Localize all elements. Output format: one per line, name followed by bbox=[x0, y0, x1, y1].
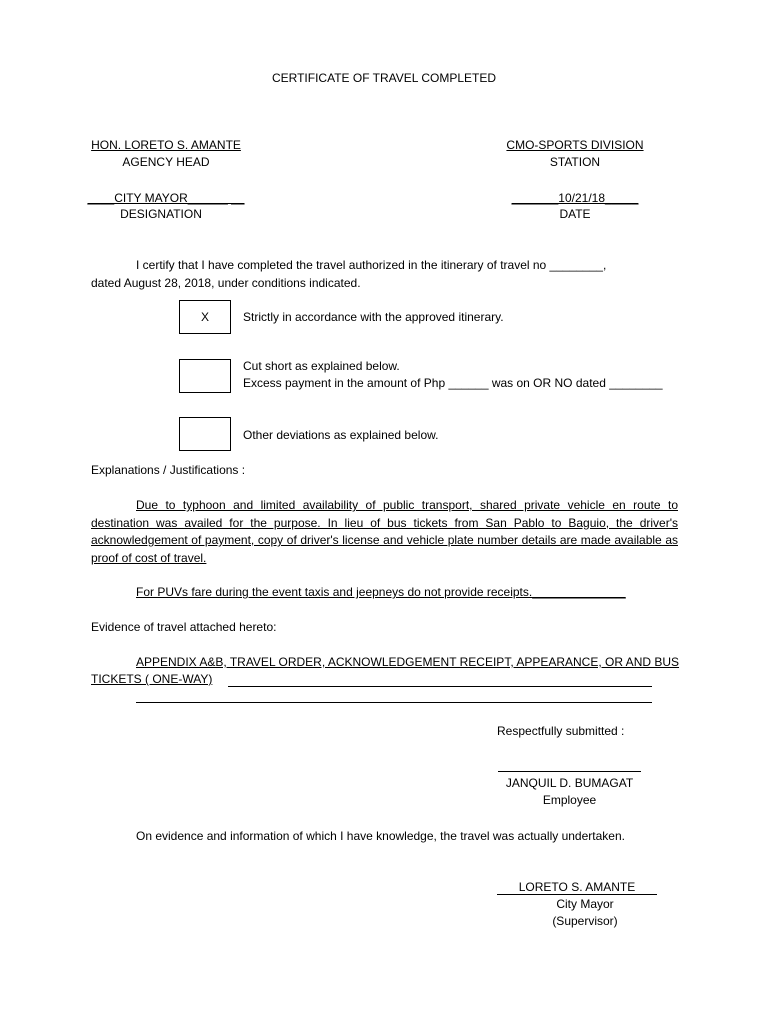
employee-title: Employee bbox=[542, 793, 597, 807]
checkbox-mark: X bbox=[200, 310, 209, 324]
supervisor-role: (Supervisor) bbox=[552, 914, 618, 928]
agency-head-name: HON. LORETO S. AMANTE bbox=[91, 138, 241, 152]
evidence-line-2: TICKETS ( ONE-WAY) bbox=[91, 672, 213, 686]
evidence-fill-rule bbox=[228, 686, 652, 687]
checkbox-other-deviations[interactable] bbox=[179, 417, 231, 451]
station-value: CMO-SPORTS DIVISION bbox=[506, 138, 644, 152]
date-label: DATE bbox=[559, 207, 591, 221]
explanation-text: Due to typhoon and limited availability of public transport, shared private vehicle en route to destination was availed for the purpose. In lieu of bus tickets from San Pablo to Baguio, the driver's acknowledgement of payment, copy of driver's license and vehicle plate number details are made available as proof of cost of travel. bbox=[91, 498, 678, 565]
respectfully-submitted: Respectfully submitted : bbox=[497, 724, 625, 738]
checkbox-strictly[interactable] bbox=[179, 300, 231, 334]
evidence-line-1: APPENDIX A&B, TRAVEL ORDER, ACKNOWLEDGEMENT RECEIPT, APPEARANCE, OR AND BUS bbox=[136, 655, 680, 669]
supervisor-name: LORETO S. AMANTE bbox=[518, 880, 636, 894]
evidence-label: Evidence of travel attached hereto: bbox=[91, 620, 277, 634]
option-cut-short-label: Cut short as explained below. bbox=[243, 359, 400, 373]
option-other-deviations-label: Other deviations as explained below. bbox=[243, 428, 439, 442]
agency-head-label: AGENCY HEAD bbox=[122, 155, 210, 169]
option-strictly-label: Strictly in accordance with the approved itinerary. bbox=[243, 310, 504, 324]
supervisor-title: City Mayor bbox=[556, 897, 614, 911]
evidence-statement: On evidence and information of which I have knowledge, the travel was actually undertaken. bbox=[136, 829, 625, 843]
employee-signature-line bbox=[498, 771, 641, 772]
certify-line-2: dated August 28, 2018, under conditions indicated. bbox=[91, 276, 361, 290]
station-label: STATION bbox=[549, 155, 601, 169]
designation-label: DESIGNATION bbox=[120, 207, 202, 221]
explanations-label: Explanations / Justifications : bbox=[91, 463, 246, 477]
document-title: CERTIFICATE OF TRAVEL COMPLETED bbox=[271, 71, 497, 85]
designation-value: ____CITY MAYOR______ __ bbox=[87, 191, 245, 205]
date-value: _______10/21/18_____ bbox=[511, 191, 639, 205]
employee-name: JANQUIL D. BUMAGAT bbox=[505, 776, 634, 790]
supervisor-signature-line bbox=[497, 894, 657, 895]
certify-line-1: I certify that I have completed the travel authorized in the itinerary of travel no ________, bbox=[136, 258, 607, 272]
checkbox-cut-short[interactable] bbox=[179, 359, 231, 393]
option-excess-payment-label: Excess payment in the amount of Php ______ was on OR NO dated ________ bbox=[243, 376, 663, 390]
explanation-paragraph bbox=[91, 497, 678, 567]
evidence-fill-rule-2 bbox=[136, 702, 652, 703]
puv-paragraph: For PUVs fare during the event taxis and jeepneys do not provide receipts.______________ bbox=[136, 585, 626, 599]
